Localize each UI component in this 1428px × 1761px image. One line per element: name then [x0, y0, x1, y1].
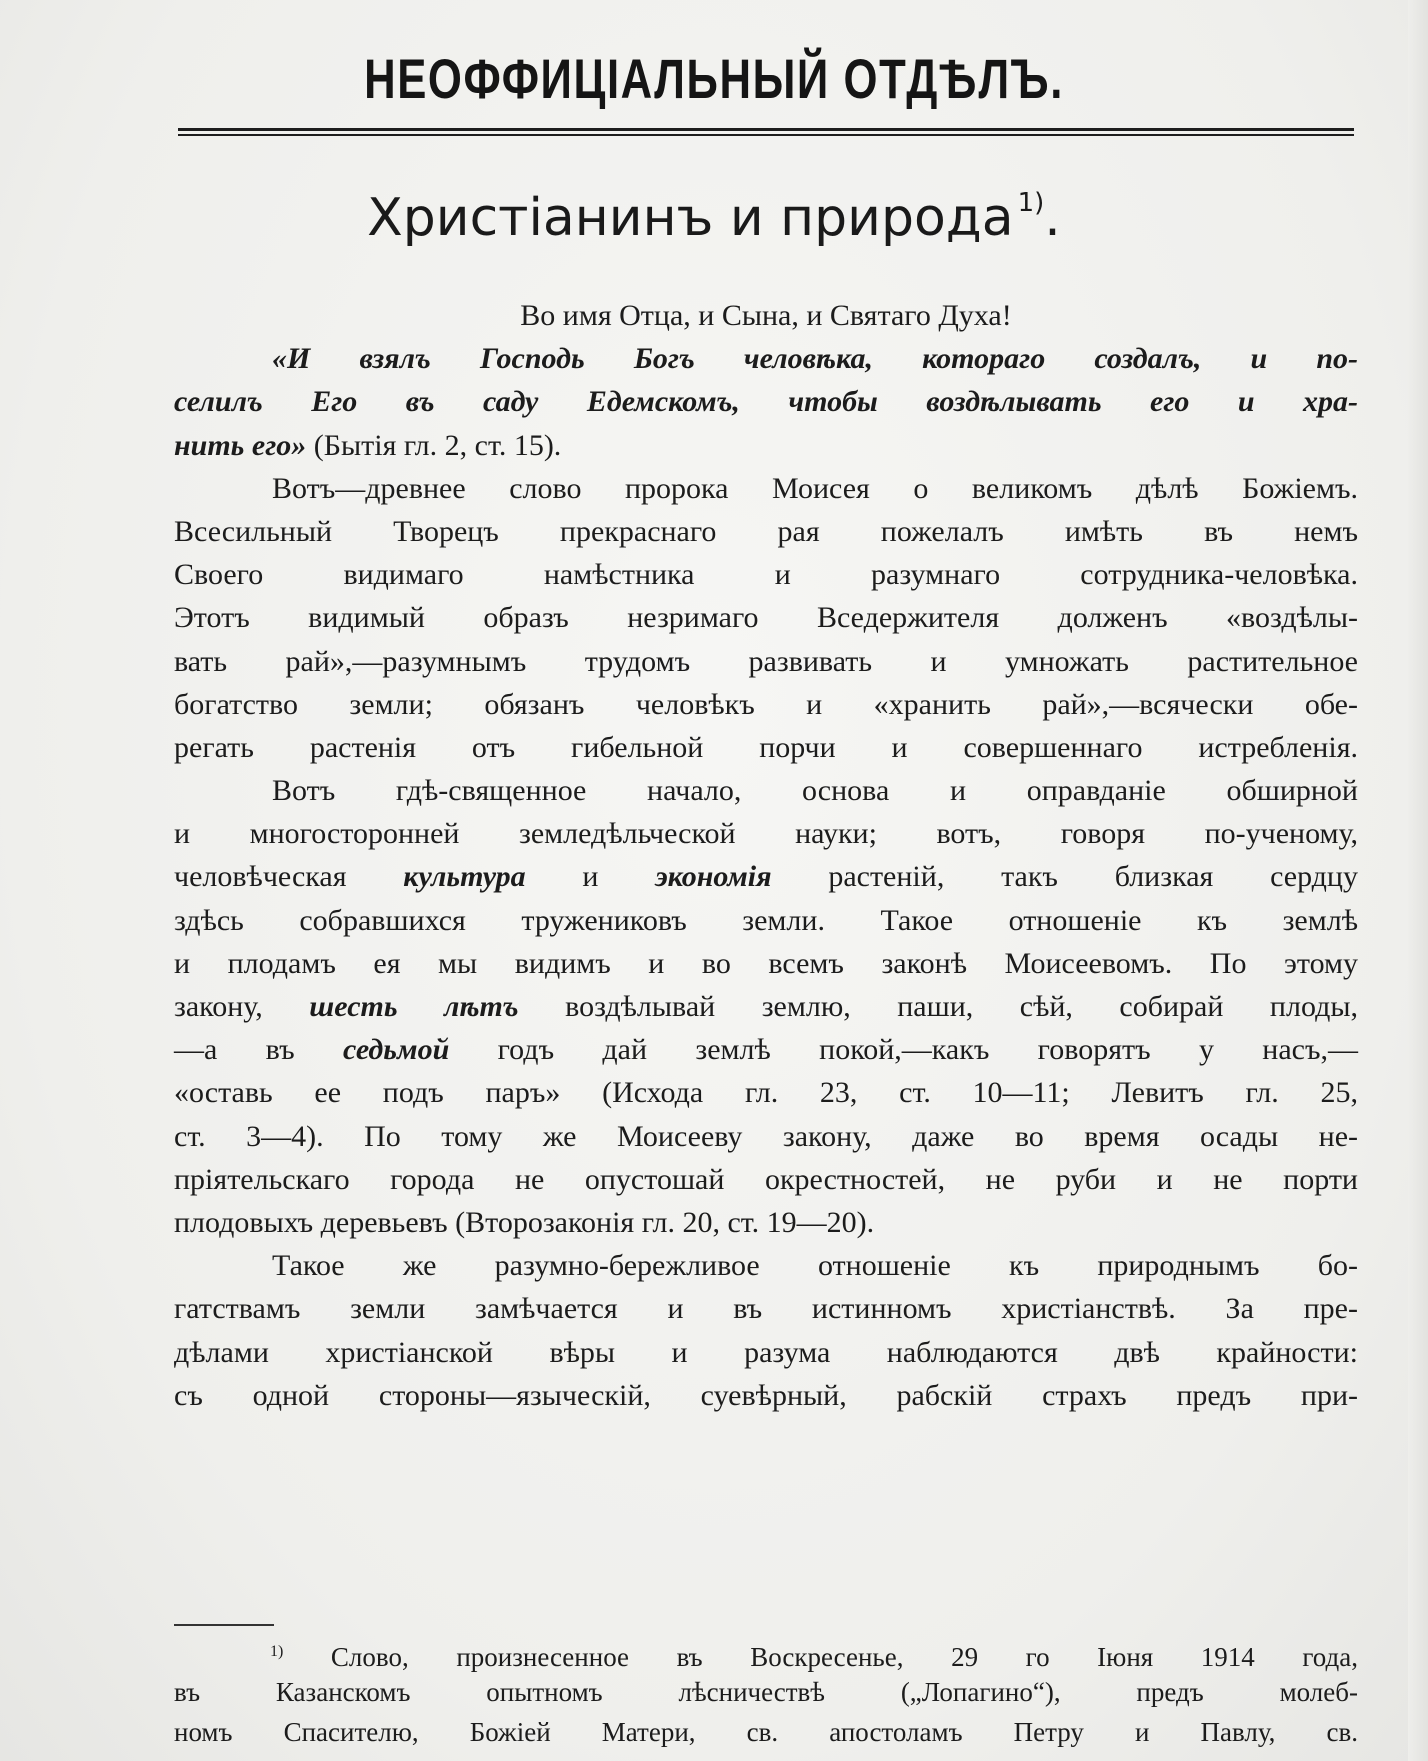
paragraph-line: закону, шесть лѣтъ воздѣлывай землю, паши, сѣй, собирай плоды,: [174, 990, 1358, 1023]
paragraph-line: человѣческая культура и экономія растеній, такъ близкая сердцу: [174, 860, 1358, 894]
paragraph-line: «оставь ее подъ паръ» (Исхода гл. 23, ст. 10—11; Левитъ гл. 25,: [174, 1076, 1358, 1110]
article-title-text: Христіанинъ и природа: [367, 188, 1014, 248]
paragraph-line: регать растенія отъ гибельной порчи и совершеннаго истребленія.: [174, 730, 1358, 764]
paragraph-line: гатствамъ земли замѣчается и въ истинномъ христіанствѣ. За пре-: [174, 1292, 1358, 1326]
paragraph-line: съ одной стороны—языческій, суевѣрный, рабскій страхъ предъ при-: [174, 1378, 1358, 1412]
paragraph-line: плодовыхъ деревьевъ (Второзаконія гл. 20, ст. 19—20).: [174, 1205, 875, 1239]
title-footnote-mark: 1): [1017, 188, 1045, 218]
paragraph-line: дѣлами христіанской вѣры и разума наблюдаются двѣ крайности:: [174, 1335, 1358, 1369]
paragraph-line: Вотъ гдѣ-священное начало, основа и оправданіе обширной: [272, 774, 1358, 808]
epigraph-reference: (Бытія гл. 2, ст. 15).: [306, 428, 562, 462]
italic-term: шесть лѣтъ: [309, 990, 519, 1023]
paragraph-line: —а въ седьмой годъ дай землѣ покой,—какъ говорятъ у насъ,—: [174, 1033, 1358, 1067]
article-body: [174, 294, 1358, 1417]
paragraph-line: и плодамъ ея мы видимъ и во всемъ законѣ Моисеевомъ. По этому: [174, 946, 1358, 980]
italic-term: экономія: [655, 860, 772, 894]
article-title: Христіанинъ и природа $^{1)}$.: [367, 188, 1061, 248]
epigraph-line: селилъ Его въ саду Едемскомъ, чтобы воздѣлывать его и хра-: [174, 385, 1358, 419]
italic-term: седьмой: [342, 1033, 450, 1067]
invocation: Во имя Отца, и Сына, и Святаго Духа!: [520, 299, 1012, 332]
paragraph-line: здѣсь собравшихся тружениковъ земли. Такое отношеніе къ землѣ: [174, 903, 1358, 937]
paragraph-line: Своего видимаго намѣстника и разумнаго сотрудника-человѣка.: [174, 558, 1358, 592]
italic-term: культура: [403, 860, 526, 894]
paragraph-line: пріятельскаго города не опустошай окрестностей, не руби и не порти: [174, 1162, 1358, 1196]
paragraph-line: Такое же разумно-бережливое отношеніе къ природнымъ бо-: [272, 1249, 1358, 1283]
epigraph-line: «И взялъ Господь Богъ человѣка, котораго создалъ, и по-: [272, 342, 1358, 376]
heading-rule-thin: [178, 134, 1354, 136]
footnote: [174, 1632, 1358, 1752]
paragraph-line: Всесильный Творецъ прекраснаго рая пожелалъ имѣть въ немъ: [174, 514, 1358, 548]
paragraph-line: Вотъ—древнее слово пророка Моисея о великомъ дѣлѣ Божіемъ.: [272, 471, 1358, 505]
heading-rule-thick: [178, 128, 1354, 131]
paragraph-line: ст. 3—4). По тому же Моисееву закону, даже во время осады не-: [174, 1119, 1358, 1153]
footnote-line: номъ Спасителю, Божіей Матери, св. апостоламъ Петру и Павлу, св.: [174, 1717, 1358, 1747]
epigraph-italic: нить его»: [174, 428, 307, 462]
footnote-line: въ Казанскомъ опытномъ лѣсничествѣ („Лопагино“), предъ молеб-: [174, 1677, 1358, 1707]
paragraph-line: вать рай»,—разумнымъ трудомъ развивать и умножать растительное: [174, 644, 1358, 678]
footnote-mark: 1): [270, 1643, 284, 1660]
epigraph-line: [174, 424, 1358, 467]
paragraph-line: богатство земли; обязанъ человѣкъ и «хранить рай»,—всячески обе-: [174, 687, 1358, 721]
section-heading: НЕОФФИЦІАЛЬНЫЙ ОТДѢЛЪ.: [364, 47, 1064, 110]
paragraph-line: Этотъ видимый образъ незримаго Вседержителя долженъ «воздѣлы-: [174, 601, 1358, 635]
page-edge: [1408, 0, 1428, 1761]
footnote-rule: [174, 1624, 274, 1626]
paragraph-line: и многосторонней земледѣльческой науки; вотъ, говоря по-ученому,: [174, 817, 1358, 851]
footnote-line: $^{1)}$ Слово, произнесенное въ Воскресенье, 29 го Іюня 1914 года,: [270, 1642, 1358, 1672]
